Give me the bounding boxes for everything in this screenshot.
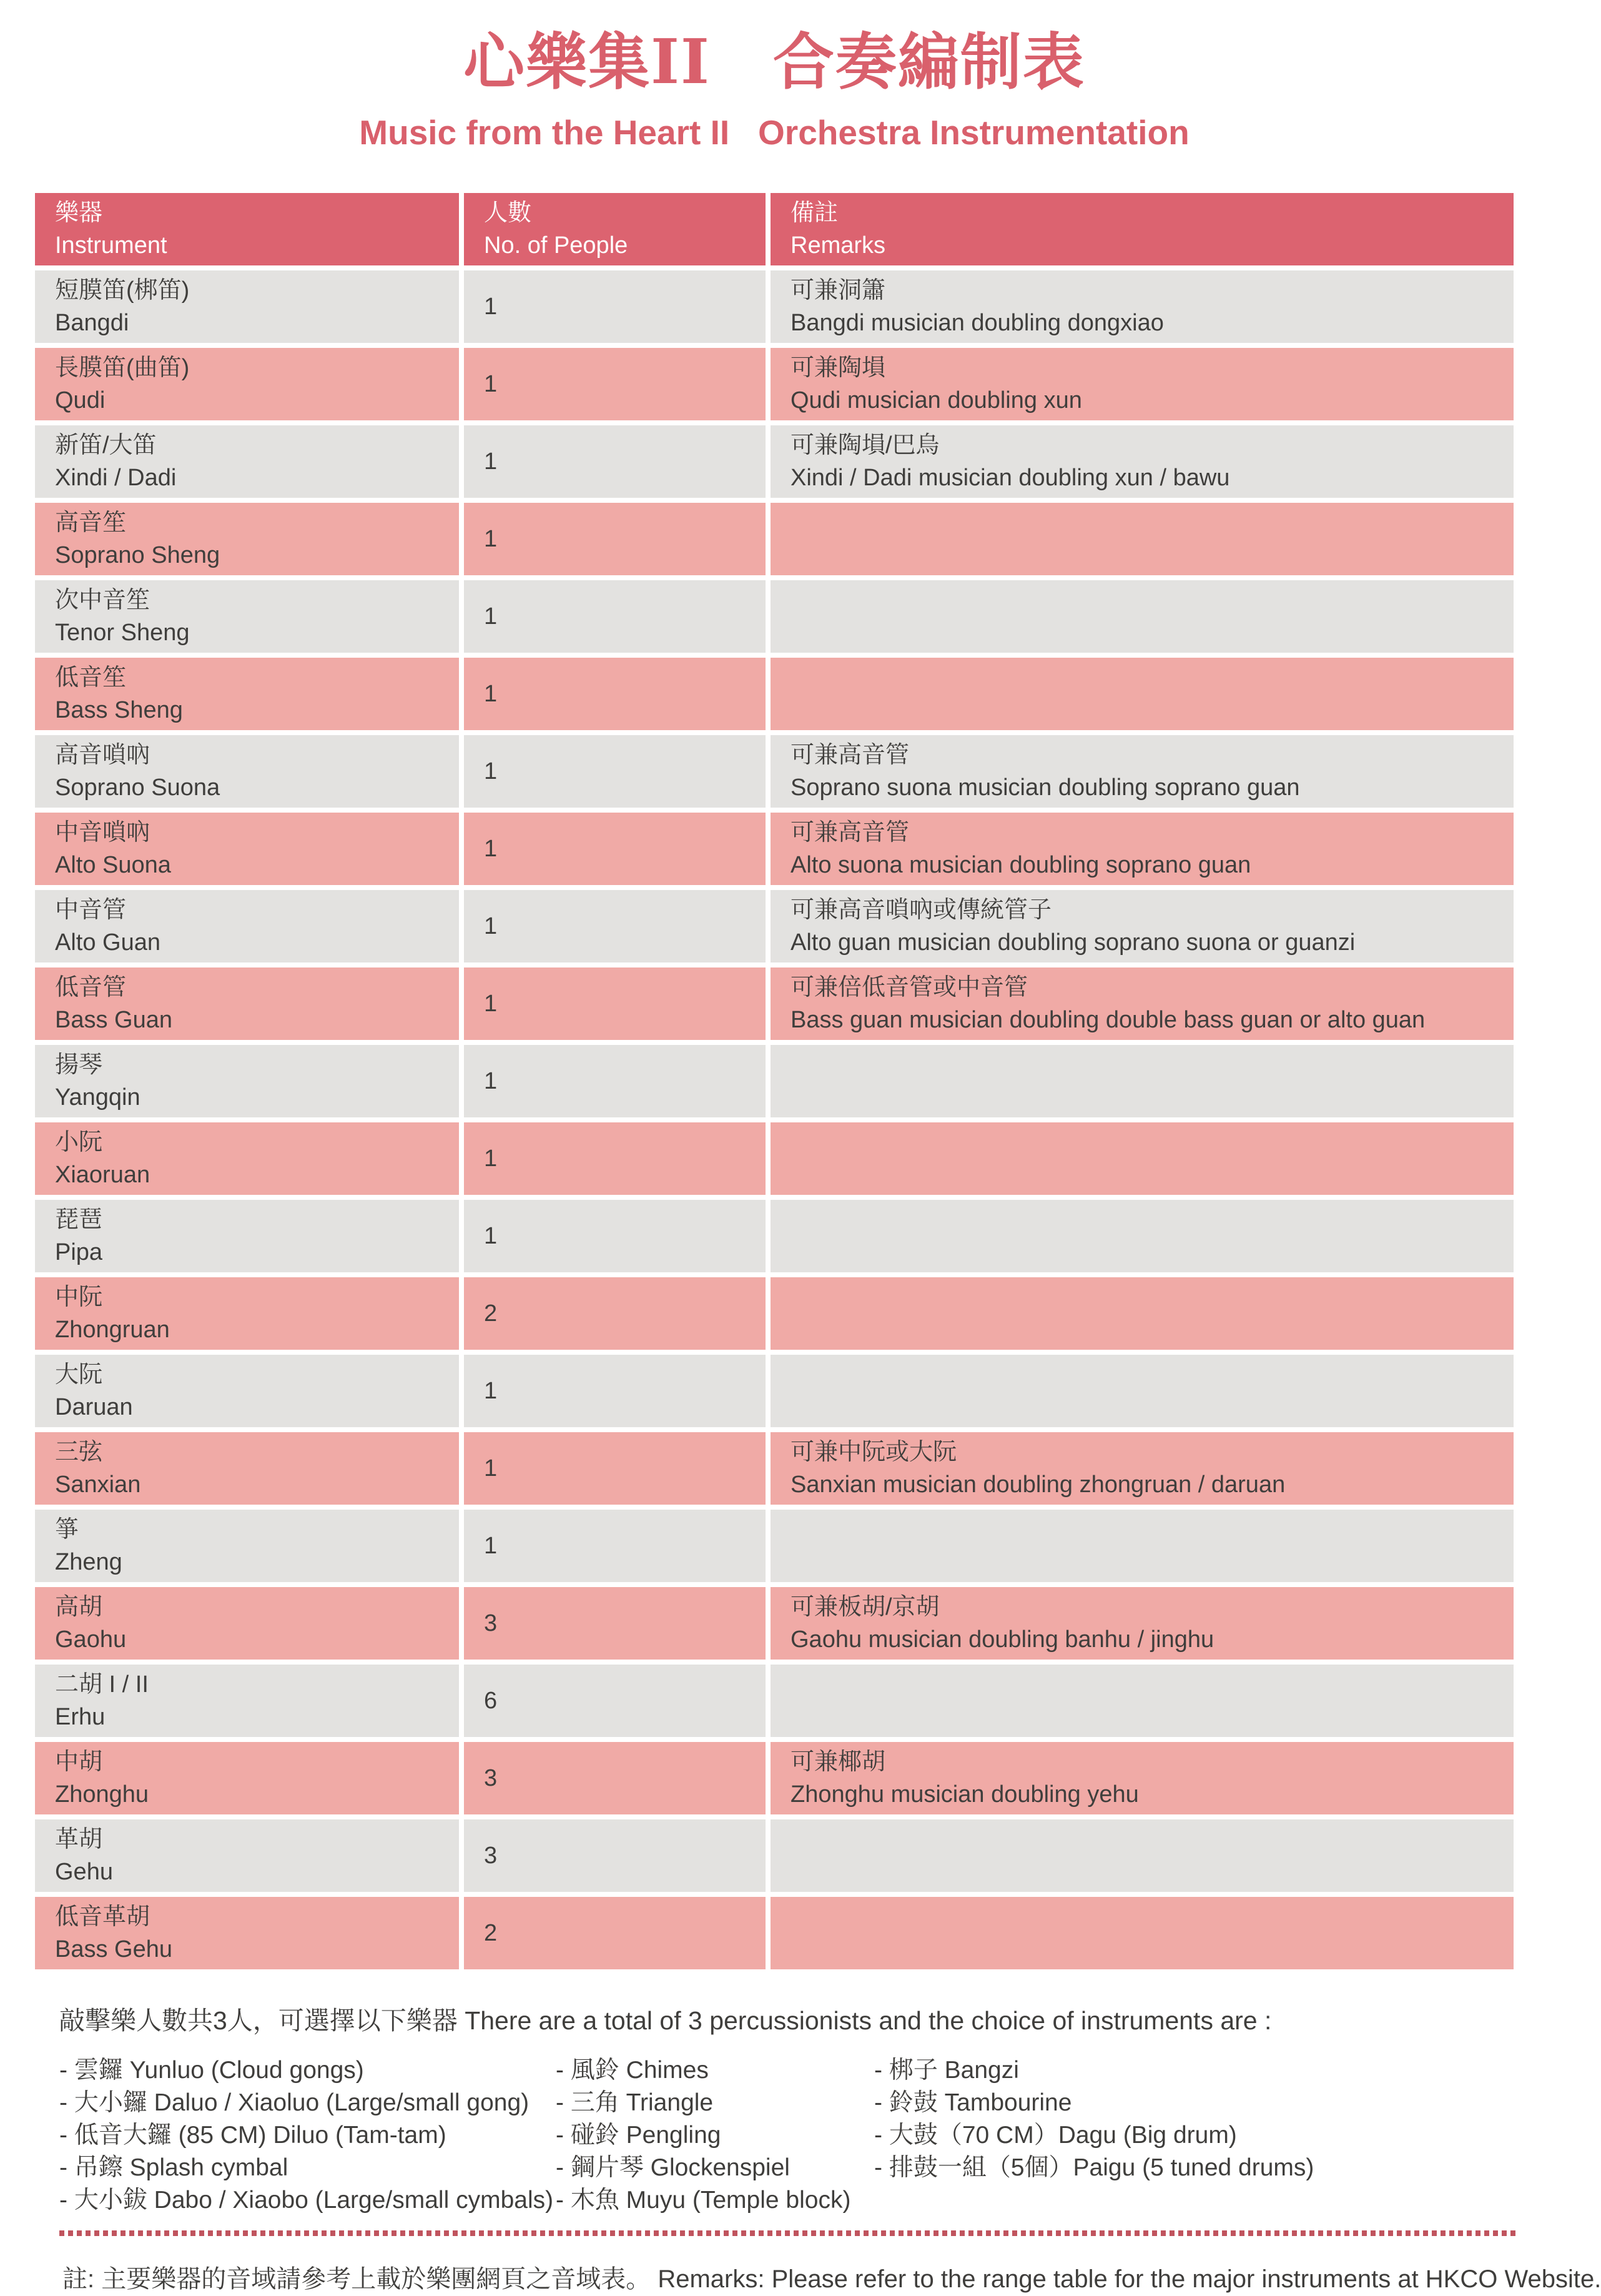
remark-en: Soprano suona musician doubling soprano guan [791,774,1300,801]
dotted-separator-line [59,2230,1519,2236]
count-cell [464,735,766,808]
people-count: 1 [484,1223,498,1249]
table-row [35,1045,1514,1117]
header-instrument-zh: 樂器 [55,200,103,226]
instrument-cell [35,890,459,962]
count-cell [464,1122,766,1195]
instrument-name-en: Gaohu [55,1626,127,1653]
people-count: 1 [484,1533,498,1559]
count-cell [464,1432,766,1505]
instrument-cell [35,270,459,343]
table-row [35,580,1514,653]
remark-en: Alto guan musician doubling soprano suona or guanzi [791,929,1356,956]
count-cell [464,1200,766,1272]
remark-zh: 可兼中阮或大阮 [791,1439,957,1465]
header-people-en: No. of People [484,232,628,259]
instrument-cell [35,1200,459,1272]
people-count: 1 [484,1146,498,1172]
remarks-cell [771,1432,1514,1505]
people-count: 1 [484,603,498,630]
instrument-table-body [35,270,1514,1969]
instrument-name-zh: 高胡 [55,1594,103,1620]
count-cell [464,1897,766,1969]
instrument-cell [35,967,459,1040]
remarks-cell [771,813,1514,885]
count-cell [464,890,766,962]
percussion-item: - 大小鈸 Dabo / Xiaobo (Large/small cymbals) [59,2187,554,2214]
instrument-name-en: Soprano Sheng [55,542,220,568]
remarks-cell [771,967,1514,1040]
header-people-zh: 人數 [484,200,532,226]
instrument-cell [35,1122,459,1195]
page-title-zh-prefix: 心樂集 [463,27,651,96]
people-count: 1 [484,1378,498,1404]
instrument-name-zh: 二胡 I / II [55,1671,149,1698]
percussion-item: - 吊鑔 Splash cymbal [59,2154,288,2181]
count-cell [464,1045,766,1117]
remarks-cell [771,1897,1514,1969]
count-cell [464,503,766,575]
remarks-cell [771,270,1514,343]
table-row [35,1200,1514,1272]
people-count: 1 [484,526,498,552]
people-count: 3 [484,1765,498,1791]
header-remarks-zh: 備註 [791,200,839,226]
instrument-name-en: Gehu [55,1859,113,1885]
table-row [35,1665,1514,1737]
instrument-name-zh: 中胡 [55,1749,103,1775]
remarks-cell [771,1587,1514,1660]
count-cell [464,658,766,730]
people-count: 1 [484,913,498,939]
remarks-cell [771,1665,1514,1737]
instrument-cell [35,1587,459,1660]
remark-zh: 可兼陶塤 [791,355,886,381]
instrument-name-zh: 高音嗩吶 [55,742,150,768]
instrument-name-zh: 高音笙 [55,510,127,536]
percussion-section [59,2003,1519,2217]
table-row [35,270,1514,343]
table-row [35,1510,1514,1582]
instrument-cell [35,1045,459,1117]
instrument-cell [35,735,459,808]
instrumentation-table [30,188,1519,1974]
people-count: 1 [484,1455,498,1482]
table-row [35,348,1514,420]
percussion-item: - 大鼓（70 CM）Dagu (Big drum) [874,2122,1237,2149]
table-row [35,1432,1514,1505]
instrument-name-zh: 中音管 [55,897,127,923]
table-header [35,193,1514,265]
instrument-name-en: Erhu [55,1704,106,1730]
percussion-columns [59,2054,1519,2217]
instrument-name-zh: 中音嗩吶 [55,819,150,846]
remarks-cell [771,503,1514,575]
instrument-name-zh: 新笛/大笛 [55,432,157,458]
instrument-name-en: Bass Sheng [55,697,183,723]
instrument-name-zh: 小阮 [55,1129,103,1155]
instrument-name-zh: 革胡 [55,1826,103,1853]
remark-en: Qudi musician doubling xun [791,387,1082,413]
title-block [0,0,1549,152]
percussion-item: - 排鼓一組（5個）Paigu (5 tuned drums) [874,2154,1314,2181]
instrument-cell [35,1510,459,1582]
remark-zh: 可兼椰胡 [791,1749,886,1775]
instrument-name-en: Bangdi [55,310,129,336]
instrument-name-en: Zhonghu [55,1781,149,1808]
percussion-item: - 三角 Triangle [556,2089,714,2116]
remark-zh: 可兼陶塤/巴烏 [791,432,940,458]
count-cell [464,1742,766,1814]
percussion-item: - 鈴鼓 Tambourine [874,2089,1072,2116]
instrument-name-en: Pipa [55,1239,103,1265]
table-row [35,813,1514,885]
table-row [35,735,1514,808]
page-title [0,25,1549,99]
percussion-item: - 風鈴 Chimes [556,2057,709,2084]
instrument-name-zh: 中阮 [55,1284,103,1310]
instrument-name-zh: 短膜笛(梆笛) [55,277,190,304]
remark-zh: 可兼高音嗩吶或傳統管子 [791,897,1052,923]
people-count: 1 [484,991,498,1017]
percussion-list-column-3 [874,2054,1519,2217]
instrument-name-en: Zheng [55,1549,122,1575]
remark-en: Sanxian musician doubling zhongruan / daruan [791,1472,1286,1498]
remarks-cell [771,1200,1514,1272]
instrument-cell [35,1277,459,1350]
table-row [35,1819,1514,1892]
instrument-name-en: Alto Guan [55,929,160,956]
instrument-name-zh: 箏 [55,1517,79,1543]
percussion-item: - 梆子 Bangzi [874,2057,1019,2084]
people-count: 1 [484,448,498,475]
table-row [35,1742,1514,1814]
header-cell-remarks [771,193,1514,265]
count-cell [464,1819,766,1892]
remarks-cell [771,1122,1514,1195]
table-row [35,1355,1514,1427]
count-cell [464,348,766,420]
table-row [35,967,1514,1040]
remarks-cell [771,580,1514,653]
instrument-name-en: Soprano Suona [55,774,220,801]
instrument-cell [35,1665,459,1737]
instrument-name-en: Xindi / Dadi [55,465,177,491]
instrument-name-en: Daruan [55,1394,133,1420]
people-count: 1 [484,681,498,707]
remarks-cell [771,1819,1514,1892]
instrument-cell [35,348,459,420]
percussion-item: - 雲鑼 Yunluo (Cloud gongs) [59,2057,364,2084]
remark-en: Xindi / Dadi musician doubling xun / bawu [791,465,1230,491]
percussion-heading: 敲擊樂人數共3人，可選擇以下樂器 There are a total of 3 percussionists and the choice of instruments are : [59,2006,1272,2035]
percussion-item: - 鋼片琴 Glockenspiel [556,2154,790,2181]
table-row [35,1122,1514,1195]
count-cell [464,270,766,343]
remarks-cell [771,425,1514,498]
instrument-name-zh: 低音革胡 [55,1904,150,1930]
remarks-cell [771,1742,1514,1814]
instrument-name-en: Tenor Sheng [55,620,190,646]
instrument-name-zh: 次中音笙 [55,587,150,613]
percussion-item: - 木魚 Muyu (Temple block) [556,2187,851,2214]
remark-en: Alto suona musician doubling soprano guan [791,852,1251,878]
remark-en: Bangdi musician doubling dongxiao [791,310,1164,336]
percussion-item: - 低音大鑼 (85 CM) Diluo (Tam-tam) [59,2122,446,2149]
instrument-name-en: Yangqin [55,1084,140,1111]
count-cell [464,1355,766,1427]
remarks-cell [771,348,1514,420]
table-row [35,1897,1514,1969]
instrument-cell [35,1432,459,1505]
instrument-name-en: Zhongruan [55,1317,170,1343]
table-row [35,1587,1514,1660]
count-cell [464,1587,766,1660]
remarks-cell [771,1277,1514,1350]
percussion-item: - 大小鑼 Daluo / Xiaoluo (Large/small gong) [59,2089,530,2116]
people-count: 3 [484,1843,498,1869]
remarks-cell [771,890,1514,962]
instrument-name-zh: 琵琶 [55,1207,103,1233]
count-cell [464,425,766,498]
instrument-name-en: Alto Suona [55,852,171,878]
people-count: 1 [484,758,498,784]
count-cell [464,967,766,1040]
page-title-zh-suffix: 合奏編制表 [710,27,1085,96]
instrument-name-zh: 低音笙 [55,665,127,691]
instrument-cell [35,1819,459,1892]
header-cell-instrument [35,193,459,265]
remarks-cell [771,735,1514,808]
table-row [35,658,1514,730]
instrument-cell [35,813,459,885]
people-count: 1 [484,371,498,397]
instrument-name-en: Bass Guan [55,1007,172,1033]
instrument-cell [35,503,459,575]
people-count: 1 [484,1068,498,1094]
instrument-cell [35,658,459,730]
people-count: 1 [484,836,498,862]
header-instrument-en: Instrument [55,232,167,259]
instrument-cell [35,1742,459,1814]
instrument-cell [35,1355,459,1427]
remark-zh: 可兼倍低音管或中音管 [791,974,1028,1001]
people-count: 3 [484,1610,498,1636]
footer-note: 註: 主要樂器的音域請參考上載於樂團網頁之音域表。 Remarks: Please refer to the range table for the major instruments at HKCO Website. [62,2265,1601,2293]
table-row [35,1277,1514,1350]
remark-en: Bass guan musician doubling double bass guan or alto guan [791,1007,1426,1033]
remarks-cell [771,1355,1514,1427]
table-row [35,890,1514,962]
remark-zh: 可兼高音管 [791,819,910,846]
remark-zh: 可兼板胡/京胡 [791,1594,940,1620]
header-cell-people [464,193,766,265]
table-row [35,425,1514,498]
people-count: 2 [484,1300,498,1327]
count-cell [464,580,766,653]
instrument-name-zh: 長膜笛(曲笛) [55,355,190,381]
count-cell [464,1665,766,1737]
remarks-cell [771,1510,1514,1582]
instrument-name-en: Xiaoruan [55,1162,150,1188]
header-remarks-en: Remarks [791,232,886,259]
page-title-numeral: II [651,26,711,98]
table-row [35,503,1514,575]
count-cell [464,1510,766,1582]
instrument-name-zh: 低音管 [55,974,127,1001]
remarks-cell [771,1045,1514,1117]
count-cell [464,813,766,885]
instrument-name-en: Bass Gehu [55,1936,172,1962]
remarks-cell [771,658,1514,730]
percussion-list-column-1 [59,2054,556,2217]
people-count: 2 [484,1920,498,1946]
remark-en: Gaohu musician doubling banhu / jinghu [791,1626,1214,1653]
instrument-cell [35,580,459,653]
instrument-name-en: Qudi [55,387,106,413]
instrument-cell [35,425,459,498]
people-count: 6 [484,1688,498,1714]
instrument-name-zh: 大阮 [55,1362,103,1388]
people-count: 1 [484,294,498,320]
instrument-cell [35,1897,459,1969]
instrument-name-zh: 揚琴 [55,1052,103,1078]
page-subtitle: Music from the Heart II Orchestra Instrumentation [359,113,1190,152]
percussion-item: - 碰鈴 Pengling [556,2122,721,2149]
percussion-list-column-2 [556,2054,874,2217]
remark-zh: 可兼洞簫 [791,277,886,304]
remark-en: Zhonghu musician doubling yehu [791,1781,1139,1808]
instrument-name-zh: 三弦 [55,1439,103,1465]
remark-zh: 可兼高音管 [791,742,910,768]
instrument-name-en: Sanxian [55,1472,141,1498]
count-cell [464,1277,766,1350]
